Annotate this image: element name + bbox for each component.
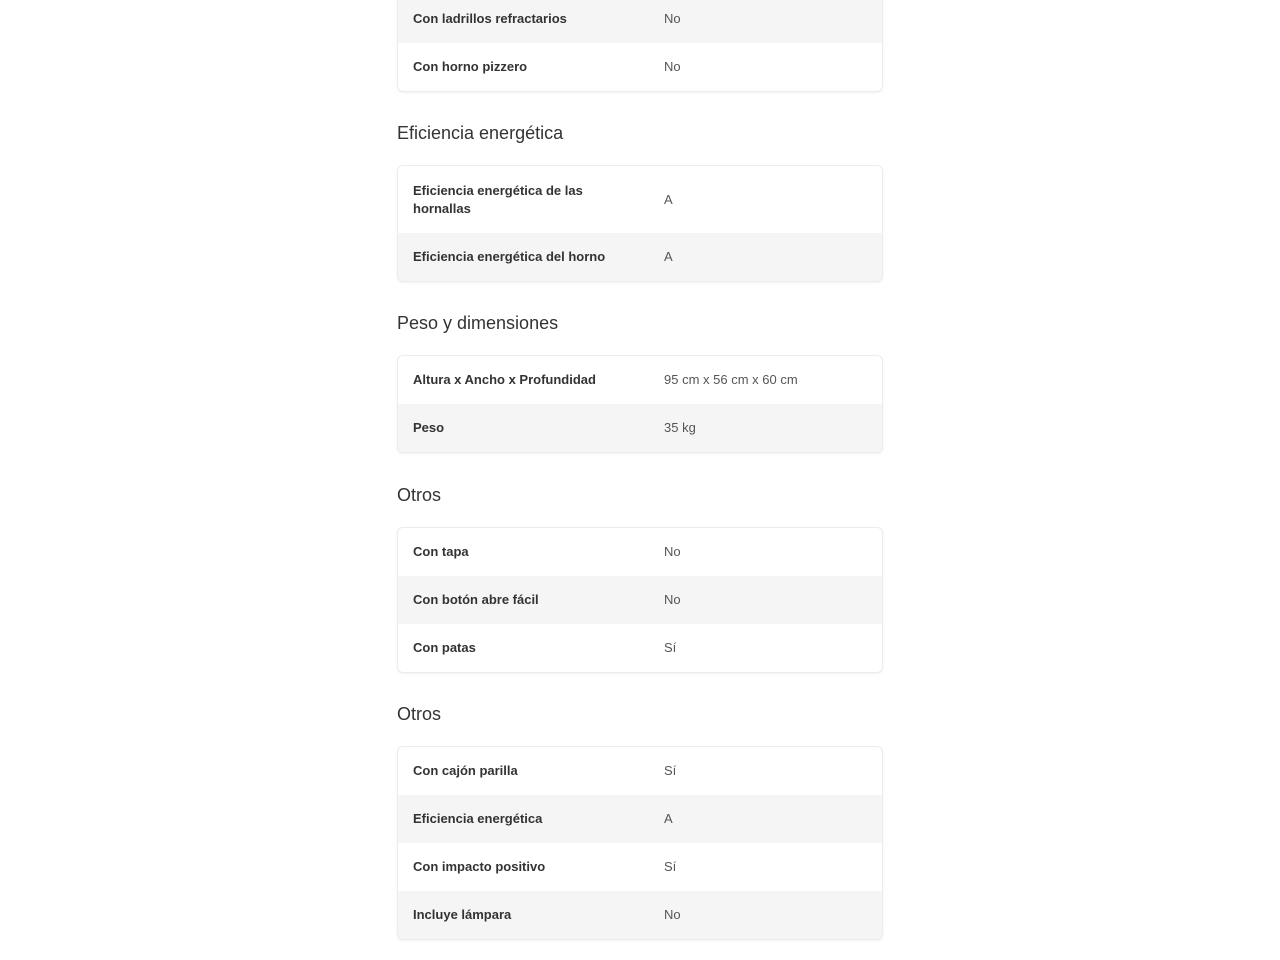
table-row <box>398 43 882 91</box>
table-row <box>398 795 882 843</box>
table-row <box>398 166 882 233</box>
row-value: Sí <box>664 640 677 655</box>
section-title-peso: Peso y dimensiones <box>397 313 559 333</box>
row-value: 35 kg <box>664 420 696 435</box>
table-row <box>398 891 882 939</box>
row-value: A <box>664 249 673 264</box>
row-value: 95 cm x 56 cm x 60 cm <box>664 372 798 387</box>
specs-table-peso <box>397 355 883 453</box>
row-value: No <box>664 544 681 559</box>
specs-table-eficiencia <box>397 165 883 282</box>
section-title-eficiencia: Eficiencia energética <box>397 123 564 143</box>
section-title-otros-2: Otros <box>397 704 442 724</box>
specs-table-otros <box>397 527 883 673</box>
table-row <box>398 624 882 672</box>
row-value: No <box>664 11 681 26</box>
row-label: Con patas <box>413 640 476 655</box>
row-label: Peso <box>413 420 445 435</box>
row-label: Eficiencia energética de las hornallas <box>413 182 583 216</box>
row-value: A <box>664 811 673 826</box>
table-row <box>398 356 882 404</box>
table-row <box>398 576 882 624</box>
specs-table-general <box>397 0 883 92</box>
specs-table-otros-2 <box>397 746 883 940</box>
row-value: Sí <box>664 859 677 874</box>
row-label: Con ladrillos refractarios <box>413 11 567 26</box>
table-row <box>398 843 882 891</box>
row-label: Con cajón parilla <box>413 763 518 778</box>
row-label: Con tapa <box>413 544 469 559</box>
row-label: Eficiencia energética del horno <box>413 249 606 264</box>
section-title-otros: Otros <box>397 485 442 505</box>
row-value: Sí <box>664 763 677 778</box>
table-row <box>398 0 882 43</box>
row-label: Eficiencia energética <box>413 811 543 826</box>
table-row <box>398 233 882 281</box>
table-row <box>398 747 882 795</box>
row-label: Incluye lámpara <box>413 907 512 922</box>
row-label: Altura x Ancho x Profundidad <box>413 372 596 387</box>
row-value: A <box>664 191 673 207</box>
row-label: Con impacto positivo <box>413 859 546 874</box>
row-label: Con botón abre fácil <box>413 592 539 607</box>
table-row <box>398 528 882 576</box>
row-value: No <box>664 59 681 74</box>
row-value: No <box>664 592 681 607</box>
table-row <box>398 404 882 452</box>
row-value: No <box>664 907 681 922</box>
row-label: Con horno pizzero <box>413 59 528 74</box>
